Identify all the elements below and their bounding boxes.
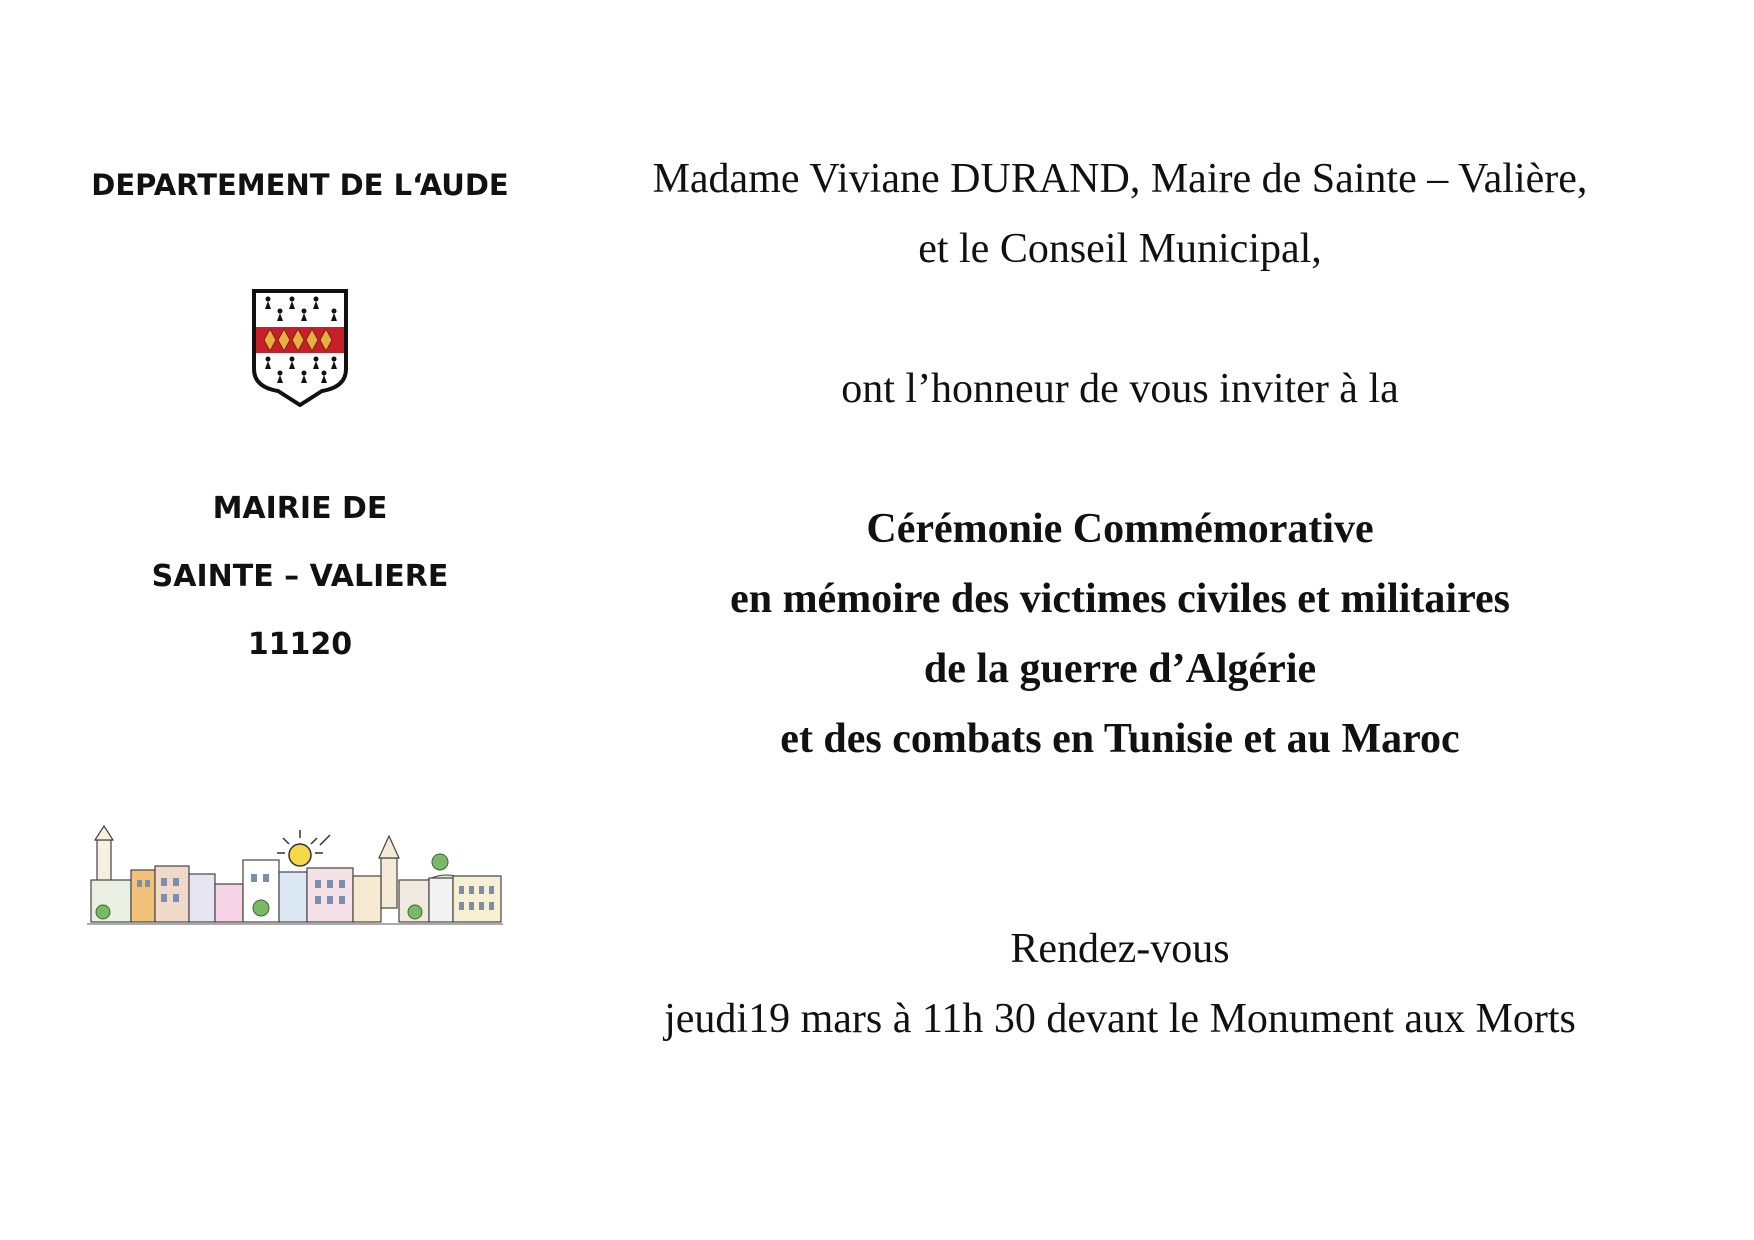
mairie-address xyxy=(60,475,540,679)
mairie-line: SAINTE – VALIERE xyxy=(151,559,449,594)
ceremony-title: Cérémonie Commémorative xyxy=(866,506,1374,552)
department-name: DEPARTEMENT DE L‘AUDE xyxy=(91,168,509,202)
village-drawing-icon xyxy=(85,820,505,940)
mairie-line: 11120 xyxy=(247,627,353,662)
ceremony-subtitle-line: et des combats en Tunisie et au Maroc xyxy=(780,716,1460,762)
host-line: et le Conseil Municipal, xyxy=(918,226,1322,272)
coat-of-arms-icon xyxy=(250,287,350,407)
invite-line: ont l’honneur de vous inviter à la xyxy=(841,366,1399,412)
rendezvous-details: jeudi19 mars à 11h 30 devant le Monument aux Morts xyxy=(664,996,1576,1042)
ceremony-subtitle-line: en mémoire des victimes civiles et militaires xyxy=(730,576,1510,622)
mairie-line: MAIRIE DE xyxy=(212,491,388,526)
host-line: Madame Viviane DURAND, Maire de Sainte – Valière, xyxy=(652,156,1588,202)
ceremony-subtitle-line: de la guerre d’Algérie xyxy=(923,646,1317,692)
rendezvous-label: Rendez-vous xyxy=(1010,926,1230,972)
